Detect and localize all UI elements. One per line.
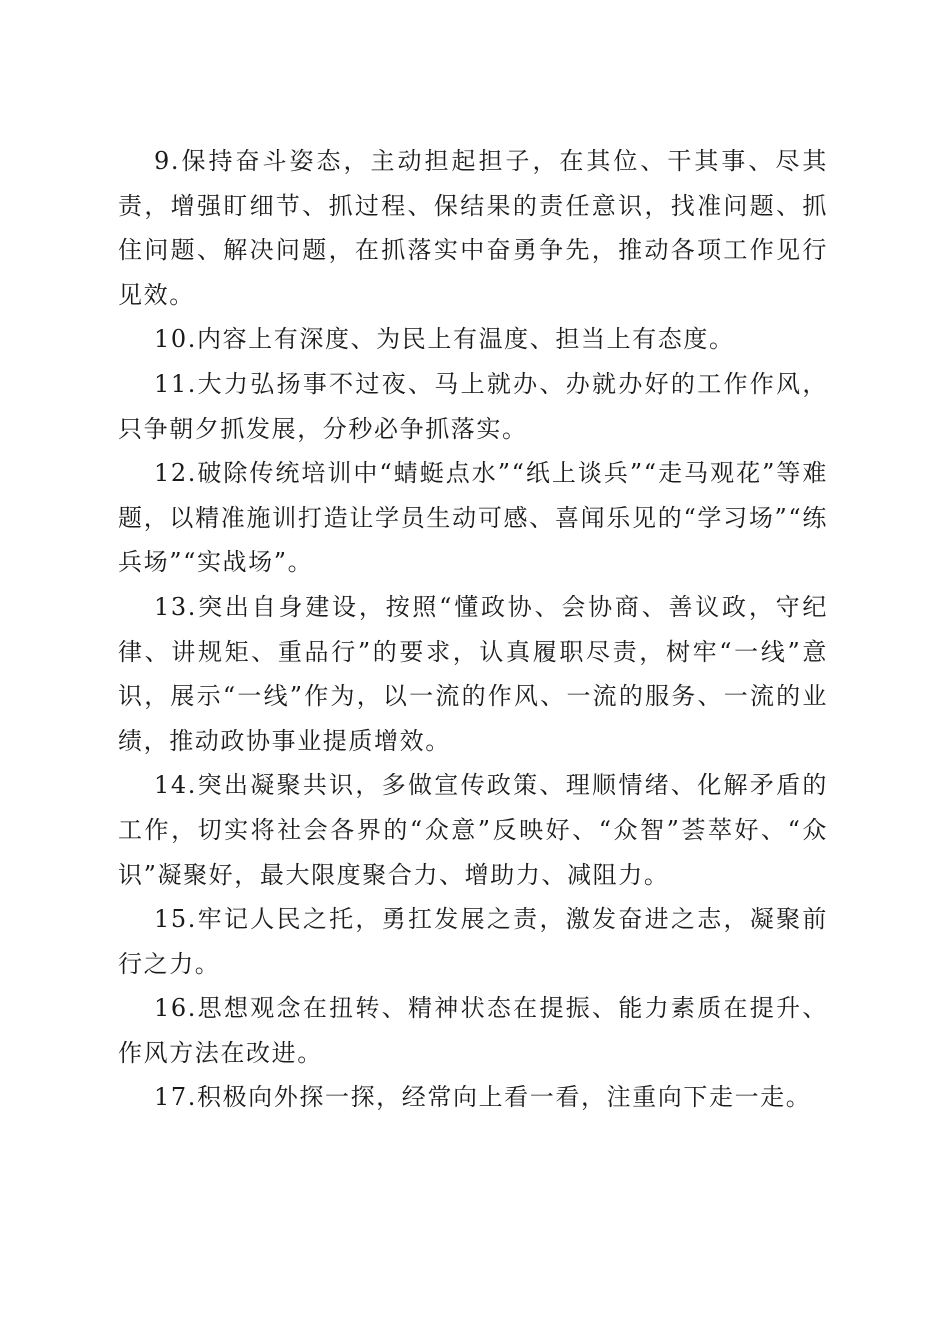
paragraph-item-11: 11.大力弘扬事不过夜、马上就办、办就办好的工作作风，只争朝夕抓发展，分秒必争抓落实。 xyxy=(118,369,828,443)
document-body xyxy=(118,139,828,1120)
paragraph-item-16: 16.思想观念在扭转、精神状态在提振、能力素质在提升、作风方法在改进。 xyxy=(118,994,828,1067)
paragraph-item-12: 12.破除传统培训中“蜻蜓点水”“纸上谈兵”“走马观花”等难题，以精准施训打造让学员生动可感、喜闻乐见的“学习场”“练兵场”“实战场”。 xyxy=(118,459,828,577)
paragraph-item-15: 15.牢记人民之托，勇扛发展之责，激发奋进之志，凝聚前行之力。 xyxy=(118,905,828,978)
paragraph-item-17: 17.积极向外探一探，经常向上看一看，注重向下走一走。 xyxy=(154,1083,812,1112)
paragraph-item-10: 10.内容上有深度、为民上有温度、担当上有态度。 xyxy=(154,325,735,354)
paragraph-item-9: 9.保持奋斗姿态，主动担起担子，在其位、干其事、尽其责，增强盯细节、抓过程、保结果的责任意识，找准问题、抓住问题、解决问题，在抓落实中奋勇争先，推动各项工作见行见效。 xyxy=(118,147,828,309)
paragraph-item-14: 14.突出凝聚共识，多做宣传政策、理顺情绪、化解矛盾的工作，切实将社会各界的“众意”反映好、“众智”荟萃好、“众识”凝聚好，最大限度聚合力、增助力、减阻力。 xyxy=(118,771,828,889)
paragraph-item-13: 13.突出自身建设，按照“懂政协、会协商、善议政，守纪律、讲规矩、重品行”的要求，认真履职尽责，树牢“一线”意识，展示“一线”作为，以一流的作风、一流的服务、一流的业绩，推动政协事业提质增效。 xyxy=(118,592,828,755)
